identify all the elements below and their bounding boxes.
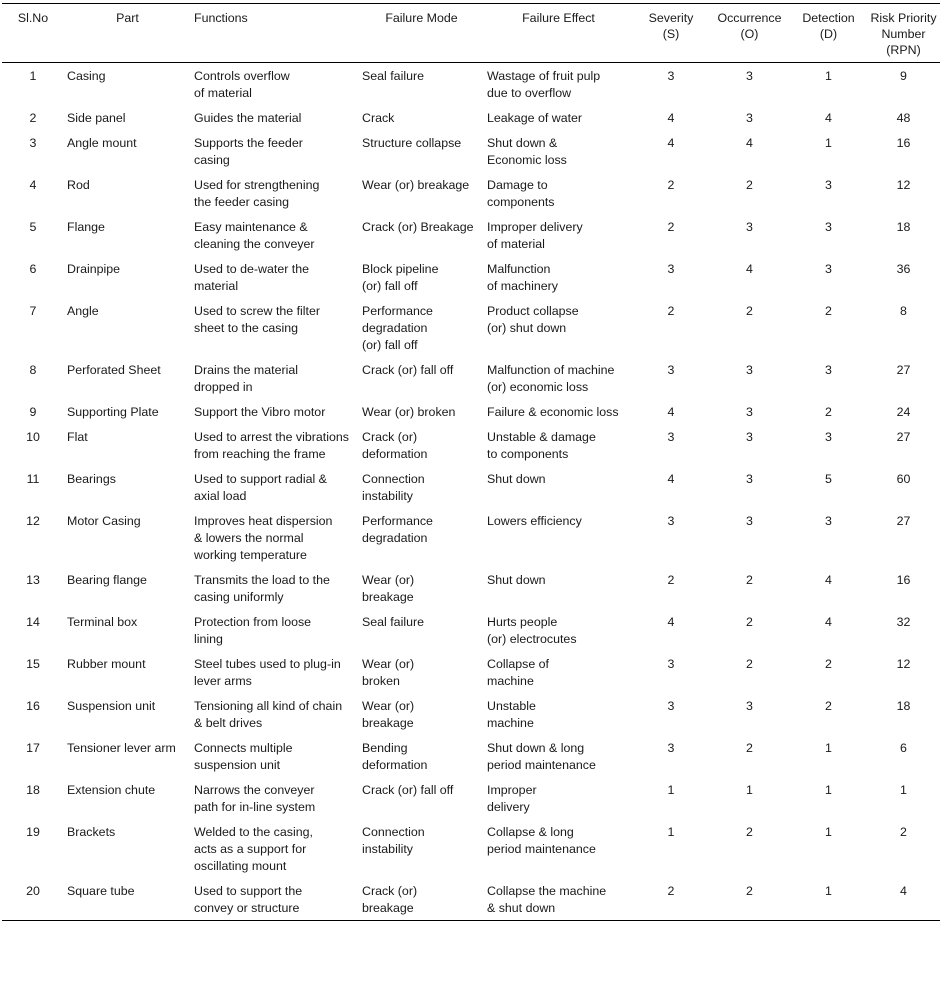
cell-severity: 4 <box>667 111 675 125</box>
table-row <box>2 172 940 214</box>
cell-occurrence: 3 <box>746 363 753 377</box>
cell-part: Square tube <box>67 884 135 898</box>
table-row <box>2 63 940 106</box>
cell-rpn: 9 <box>900 69 907 83</box>
table-row <box>2 298 940 357</box>
cell-sl-no: 9 <box>29 405 37 419</box>
cell-detection: 2 <box>825 699 832 713</box>
cell-sl-no: 6 <box>29 262 37 276</box>
cell-function: Used for strengthening the feeder casing <box>194 178 320 209</box>
cell-part: Bearing flange <box>67 573 147 587</box>
cell-failure-effect: Product collapse (or) shut down <box>487 304 579 335</box>
cell-part: Suspension unit <box>67 699 156 713</box>
cell-rpn: 2 <box>900 825 907 839</box>
cell-failure-effect: Collapse the machine & shut down <box>487 884 607 915</box>
cell-part: Terminal box <box>67 615 138 629</box>
table-row <box>2 399 940 424</box>
cell-detection: 2 <box>825 304 832 318</box>
cell-severity: 4 <box>667 136 675 150</box>
fmea-table-container <box>2 3 940 921</box>
table-row <box>2 567 940 609</box>
cell-severity: 2 <box>667 884 675 898</box>
cell-rpn: 1 <box>900 783 907 797</box>
cell-occurrence: 4 <box>746 262 753 276</box>
cell-occurrence: 2 <box>746 304 753 318</box>
cell-sl-no: 8 <box>29 363 37 377</box>
cell-failure-mode: Wear (or) breakage <box>362 573 415 604</box>
cell-rpn: 27 <box>896 363 911 377</box>
table-row <box>2 357 940 399</box>
cell-rpn: 60 <box>896 472 911 486</box>
cell-failure-effect: Shut down <box>487 472 546 486</box>
cell-failure-mode: Wear (or) broken <box>362 657 415 688</box>
cell-part: Angle mount <box>67 136 137 150</box>
cell-detection: 4 <box>825 573 832 587</box>
cell-part: Brackets <box>67 825 116 839</box>
cell-failure-effect: Malfunction of machine (or) economic loss <box>487 363 615 394</box>
cell-part: Perforated Sheet <box>67 363 161 377</box>
cell-occurrence: 3 <box>746 220 753 234</box>
cell-detection: 3 <box>825 262 832 276</box>
cell-function: Transmits the load to the casing uniformly <box>194 573 330 604</box>
cell-occurrence: 2 <box>746 741 753 755</box>
cell-failure-effect: Failure & economic loss <box>487 405 619 419</box>
table-row <box>2 424 940 466</box>
cell-severity: 3 <box>667 741 675 755</box>
cell-function: Tensioning all kind of chain & belt drives <box>194 699 343 730</box>
cell-failure-effect: Collapse & long period maintenance <box>487 825 596 856</box>
cell-occurrence: 2 <box>746 884 753 898</box>
cell-failure-mode: Wear (or) breakage <box>362 178 470 192</box>
cell-occurrence: 2 <box>746 615 753 629</box>
cell-failure-mode: Crack (or) breakage <box>362 884 418 915</box>
cell-occurrence: 1 <box>746 783 753 797</box>
cell-detection: 1 <box>825 884 832 898</box>
cell-occurrence: 2 <box>746 657 753 671</box>
cell-severity: 3 <box>667 430 675 444</box>
cell-sl-no: 11 <box>26 472 40 486</box>
table-row <box>2 819 940 878</box>
cell-part: Motor Casing <box>67 514 141 528</box>
cell-rpn: 4 <box>900 884 907 898</box>
cell-severity: 1 <box>667 825 675 839</box>
cell-detection: 1 <box>825 136 832 150</box>
table-row <box>2 777 940 819</box>
cell-sl-no: 12 <box>26 514 40 528</box>
cell-function: Used to arrest the vibrations from reaching the frame <box>194 430 349 461</box>
cell-detection: 1 <box>825 741 832 755</box>
header-functions: Functions <box>194 11 248 25</box>
cell-severity: 4 <box>667 615 675 629</box>
table-body <box>2 63 940 921</box>
cell-failure-effect: Leakage of water <box>487 111 583 125</box>
cell-failure-effect: Improper delivery of material <box>487 220 583 251</box>
cell-severity: 3 <box>667 363 675 377</box>
cell-function: Connects multiple suspension unit <box>194 741 293 772</box>
cell-detection: 3 <box>825 514 832 528</box>
cell-part: Extension chute <box>67 783 156 797</box>
cell-occurrence: 4 <box>746 136 753 150</box>
cell-occurrence: 3 <box>746 472 753 486</box>
cell-sl-no: 10 <box>26 430 40 444</box>
header-failure-effect: Failure Effect <box>522 11 595 25</box>
cell-severity: 2 <box>667 220 675 234</box>
cell-failure-effect: Shut down & long period maintenance <box>487 741 596 772</box>
cell-part: Side panel <box>67 111 126 125</box>
table-row <box>2 508 940 567</box>
cell-failure-mode: Wear (or) breakage <box>362 699 415 730</box>
cell-severity: 3 <box>667 262 675 276</box>
cell-severity: 2 <box>667 573 675 587</box>
cell-failure-mode: Performance degradation <box>362 514 433 545</box>
cell-sl-no: 16 <box>26 699 40 713</box>
cell-rpn: 32 <box>896 615 911 629</box>
cell-occurrence: 2 <box>746 178 753 192</box>
cell-failure-mode: Crack (or) fall off <box>362 783 454 797</box>
cell-severity: 3 <box>667 699 675 713</box>
fmea-table <box>2 3 940 921</box>
cell-severity: 4 <box>667 405 675 419</box>
cell-function: Used to de-water the material <box>194 262 310 293</box>
cell-detection: 1 <box>825 69 832 83</box>
cell-failure-effect: Improper delivery <box>487 783 537 814</box>
cell-part: Rubber mount <box>67 657 146 671</box>
table-row <box>2 735 940 777</box>
table-header-row <box>2 4 940 63</box>
cell-detection: 4 <box>825 111 832 125</box>
cell-severity: 4 <box>667 472 675 486</box>
cell-detection: 3 <box>825 220 832 234</box>
cell-rpn: 16 <box>896 136 911 150</box>
cell-rpn: 24 <box>896 405 911 419</box>
cell-failure-mode: Crack (or) deformation <box>362 430 428 461</box>
cell-detection: 2 <box>825 657 832 671</box>
cell-part: Tensioner lever arm <box>67 741 176 755</box>
cell-rpn: 6 <box>900 741 907 755</box>
cell-occurrence: 3 <box>746 69 753 83</box>
cell-part: Angle <box>67 304 99 318</box>
cell-sl-no: 5 <box>29 220 37 234</box>
cell-rpn: 36 <box>896 262 911 276</box>
cell-occurrence: 3 <box>746 111 753 125</box>
header-part: Part <box>116 11 139 25</box>
cell-sl-no: 18 <box>26 783 40 797</box>
cell-function: Used to screw the filter sheet to the casing <box>194 304 321 335</box>
cell-failure-effect: Unstable & damage to components <box>487 430 596 461</box>
table-row <box>2 466 940 508</box>
cell-failure-effect: Collapse of machine <box>487 657 549 688</box>
cell-severity: 2 <box>667 304 675 318</box>
cell-rpn: 12 <box>896 178 911 192</box>
cell-part: Drainpipe <box>67 262 121 276</box>
cell-detection: 4 <box>825 615 832 629</box>
cell-sl-no: 15 <box>26 657 40 671</box>
cell-sl-no: 13 <box>26 573 40 587</box>
header-occurrence: Occurrence (O) <box>717 11 782 41</box>
cell-severity: 3 <box>667 657 675 671</box>
cell-function: Welded to the casing, acts as a support for oscillating mount <box>194 825 313 873</box>
cell-detection: 3 <box>825 430 832 444</box>
cell-rpn: 27 <box>896 430 911 444</box>
cell-occurrence: 3 <box>746 430 753 444</box>
cell-function: Used to support radial & axial load <box>194 472 327 503</box>
cell-failure-mode: Connection instability <box>362 825 425 856</box>
cell-sl-no: 19 <box>26 825 40 839</box>
cell-rpn: 12 <box>896 657 911 671</box>
cell-part: Flange <box>67 220 105 234</box>
cell-function: Used to support the convey or structure <box>194 884 303 915</box>
cell-detection: 5 <box>825 472 832 486</box>
cell-occurrence: 2 <box>746 825 753 839</box>
cell-function: Drains the material dropped in <box>194 363 298 394</box>
cell-function: Supports the feeder casing <box>194 136 303 167</box>
cell-failure-effect: Wastage of fruit pulp due to overflow <box>487 69 601 100</box>
cell-failure-mode: Block pipeline (or) fall off <box>362 262 439 293</box>
cell-failure-effect: Damage to components <box>487 178 555 209</box>
cell-failure-effect: Hurts people (or) electrocutes <box>487 615 577 646</box>
cell-part: Rod <box>67 178 90 192</box>
cell-part: Bearings <box>67 472 116 486</box>
table-row <box>2 256 940 298</box>
cell-function: Narrows the conveyer path for in-line system <box>194 783 316 814</box>
table-row <box>2 130 940 172</box>
cell-rpn: 18 <box>896 220 911 234</box>
cell-sl-no: 3 <box>29 136 37 150</box>
table-row <box>2 214 940 256</box>
header-detection: Detection (D) <box>802 11 855 41</box>
table-row <box>2 609 940 651</box>
cell-part: Supporting Plate <box>67 405 159 419</box>
cell-rpn: 16 <box>896 573 911 587</box>
header-failure-mode: Failure Mode <box>385 11 458 25</box>
cell-failure-mode: Structure collapse <box>362 136 462 150</box>
cell-function: Support the Vibro motor <box>194 405 326 419</box>
cell-detection: 3 <box>825 178 832 192</box>
table-row <box>2 878 940 921</box>
cell-failure-mode: Crack (or) Breakage <box>362 220 474 234</box>
cell-sl-no: 2 <box>29 111 37 125</box>
header-sl-no: Sl.No <box>17 11 49 25</box>
cell-failure-mode: Performance degradation (or) fall off <box>362 304 433 352</box>
cell-failure-mode: Seal failure <box>362 69 424 83</box>
cell-failure-mode: Bending deformation <box>362 741 428 772</box>
cell-function: Improves heat dispersion & lowers the normal working temperature <box>194 514 333 562</box>
cell-severity: 3 <box>667 69 675 83</box>
cell-occurrence: 2 <box>746 573 753 587</box>
cell-function: Easy maintenance & cleaning the conveyer <box>194 220 315 251</box>
cell-rpn: 27 <box>896 514 911 528</box>
cell-failure-mode: Connection instability <box>362 472 425 503</box>
cell-rpn: 48 <box>896 111 911 125</box>
cell-severity: 1 <box>667 783 675 797</box>
header-rpn: Risk Priority Number (RPN) <box>870 11 937 57</box>
cell-occurrence: 3 <box>746 514 753 528</box>
cell-severity: 2 <box>667 178 675 192</box>
cell-function: Steel tubes used to plug-in lever arms <box>194 657 341 688</box>
cell-failure-mode: Crack (or) fall off <box>362 363 454 377</box>
cell-sl-no: 4 <box>29 178 37 192</box>
cell-detection: 3 <box>825 363 832 377</box>
cell-function: Guides the material <box>194 111 302 125</box>
cell-detection: 2 <box>825 405 832 419</box>
cell-severity: 3 <box>667 514 675 528</box>
header-severity: Severity (S) <box>648 11 694 41</box>
cell-sl-no: 14 <box>26 615 40 629</box>
table-row <box>2 105 940 130</box>
cell-part: Flat <box>67 430 88 444</box>
table-row <box>2 651 940 693</box>
cell-function: Protection from loose lining <box>194 615 312 646</box>
cell-failure-mode: Wear (or) broken <box>362 405 456 419</box>
cell-function: Controls overflow of material <box>194 69 290 100</box>
table-row <box>2 693 940 735</box>
cell-detection: 1 <box>825 825 832 839</box>
cell-detection: 1 <box>825 783 832 797</box>
cell-sl-no: 1 <box>29 69 37 83</box>
cell-sl-no: 17 <box>26 741 40 755</box>
cell-failure-effect: Unstable machine <box>487 699 536 730</box>
cell-occurrence: 3 <box>746 699 753 713</box>
cell-failure-effect: Shut down <box>487 573 546 587</box>
cell-failure-effect: Malfunction of machinery <box>487 262 558 293</box>
cell-rpn: 8 <box>900 304 907 318</box>
cell-sl-no: 7 <box>29 304 37 318</box>
cell-failure-effect: Shut down & Economic loss <box>487 136 567 167</box>
cell-part: Casing <box>67 69 106 83</box>
cell-rpn: 18 <box>896 699 911 713</box>
cell-sl-no: 20 <box>26 884 40 898</box>
cell-occurrence: 3 <box>746 405 753 419</box>
cell-failure-effect: Lowers efficiency <box>487 514 582 528</box>
cell-failure-mode: Seal failure <box>362 615 424 629</box>
cell-failure-mode: Crack <box>362 111 395 125</box>
